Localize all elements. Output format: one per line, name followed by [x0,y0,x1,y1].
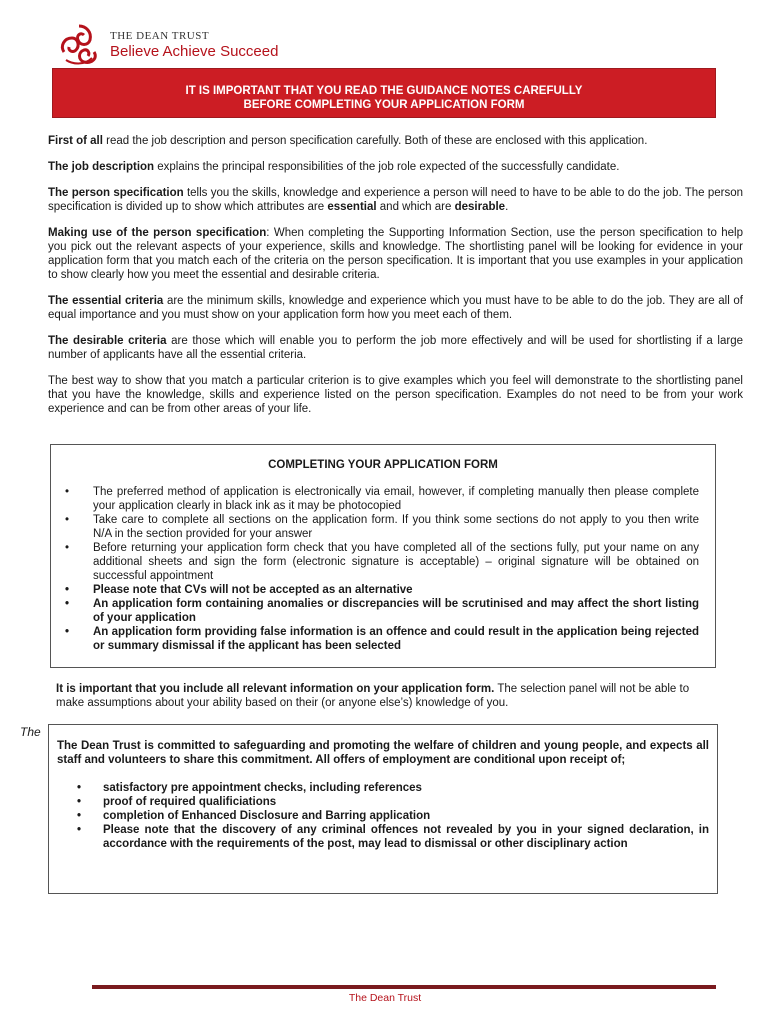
para-text: read the job description and person specification carefully. Both of these are enclosed with this application. [102,135,648,147]
completing-list [51,485,715,653]
list-item-text: satisfactory pre appointment checks, including references [103,782,422,794]
para-first-of-all [48,134,743,148]
logo-organisation-name: THE DEAN TRUST [110,30,210,42]
bullet-icon: • [77,810,82,822]
safeguarding-intro: The Dean Trust is committed to safeguarding and promoting the welfare of children and young people, and expects all staff and volunteers to share this commitment. All offers of employment are conditional upon receipt of; [57,740,709,766]
list-item-text: Before returning your application form check that you have completed all of the sections fully, put your name on any additional sheets and sign the form (electronic signature is acceptable) – original signature will be obtained on successful appointment [93,542,699,582]
bullet-icon: • [65,486,70,498]
dean-trust-logo-icon [56,22,102,66]
list-item [65,513,699,541]
para-text: . [505,201,509,213]
para-bold-desirable: desirable [454,201,506,213]
list-item-text: Please note that CVs will not be accepted as an alternative [93,584,413,596]
list-item [65,625,699,653]
para-bold-lead: Making use of the person specification [48,227,267,239]
footer-text: The Dean Trust [348,992,422,1004]
safeguarding-box [48,724,718,894]
para-bold-lead: The essential criteria [48,295,164,307]
list-item-text: An application form containing anomalies or discrepancies will be scrutinised and may affect the short listing of your application [93,598,699,624]
logo [56,22,296,66]
para-making-use [48,226,743,282]
para-best-way [48,374,743,416]
list-item [77,795,709,809]
para-text: The best way to show that you match a particular criterion is to give examples which you feel will demonstrate to the shortlisting panel that you have the knowledge, skills and experience listed on the person specification. Examples do not need to be from your work experience and can be from other areas of your life. [48,375,743,415]
list-item [65,597,699,625]
bullet-icon: • [65,626,70,638]
para-text: are the minimum skills, knowledge and experience which you must have to be able to do the job. They are all of equal importance and you must show on your application form how you meet each of them. [48,295,744,321]
logo-tagline: Believe Achieve Succeed [110,43,279,60]
para-bold-essential: essential [327,201,377,213]
important-bold: It is important that you include all relevant information on your application form. [56,683,495,695]
footer-divider [92,985,716,989]
bullet-icon: • [65,542,70,554]
para-job-description [48,160,743,174]
banner-line-2: BEFORE COMPLETING YOUR APPLICATION FORM [243,99,525,111]
banner-line-1: IT IS IMPORTANT THAT YOU READ THE GUIDANCE NOTES CAREFULLY [185,85,583,97]
para-text: explains the principal responsibilities of the job role expected of the successfully candidate. [154,161,620,173]
list-item-text: An application form providing false information is an offence and could result in the application being rejected or summary dismissal if the applicant has been selected [93,626,699,652]
list-item [77,809,709,823]
bullet-icon: • [77,782,82,794]
para-desirable-criteria [48,334,743,362]
guidance-banner [52,68,716,118]
para-person-specification [48,186,743,214]
list-item-text: proof of required qualificiations [103,796,277,808]
para-bold-lead: The person specification [48,187,184,199]
para-bold-lead: The desirable criteria [48,335,167,347]
completing-application-box [50,444,716,668]
list-item [77,781,709,795]
list-item-text: Please note that the discovery of any criminal offences not revealed by you in your signed declaration, in accordance with the requirements of the post, may lead to dismissal or other disciplinary action [103,824,709,850]
list-item [65,583,699,597]
bullet-icon: • [77,796,82,808]
para-text: tells you the skills, knowledge and experience a person will need to have to be able to do the job. The person specification is divided up to show which attributes are [48,187,743,213]
list-item-text: The preferred method of application is electronically via email, however, if completing manually then please complete your application clearly in black ink as it may be photocopied [93,486,699,512]
list-item [77,823,709,851]
list-item [65,541,699,583]
box-title: COMPLETING YOUR APPLICATION FORM [268,459,498,471]
para-bold-lead: The job description [48,161,155,173]
conditions-list [49,781,717,851]
para-essential-criteria [48,294,743,322]
para-text: are those which will enable you to perform the job more effectively and will be used for shortlisting if a large number of applicants have all the essential criteria. [48,335,743,361]
bullet-icon: • [65,514,70,526]
guidance-notes [48,134,743,428]
list-item-text: Take care to complete all sections on the application form. If you think some sections do not apply to you then write N/A in the section provided for your answer [93,514,699,540]
important-text: The selection panel will not be able to make assumptions about your ability based on their (or anyone else’s) knowledge of you. [56,683,690,709]
margin-label: The [20,725,41,739]
bullet-icon: • [65,584,70,596]
list-item [65,485,699,513]
bullet-icon: • [65,598,70,610]
para-bold-lead: First of all [48,135,103,147]
important-note [56,682,716,710]
para-text: and which are [376,201,455,213]
list-item-text: completion of Enhanced Disclosure and Barring application [103,810,431,822]
para-text: : When completing the Supporting Information Section, use the person specification to help you pick out the relevant aspects of your experience, skills and knowledge. The shortlisting panel will be looking for evidence in your application form that you match each of the criteria on the person specification. It is important that you use examples in your application to show clearly how you meet the essential and desirable criteria. [48,227,743,281]
bullet-icon: • [77,824,82,836]
